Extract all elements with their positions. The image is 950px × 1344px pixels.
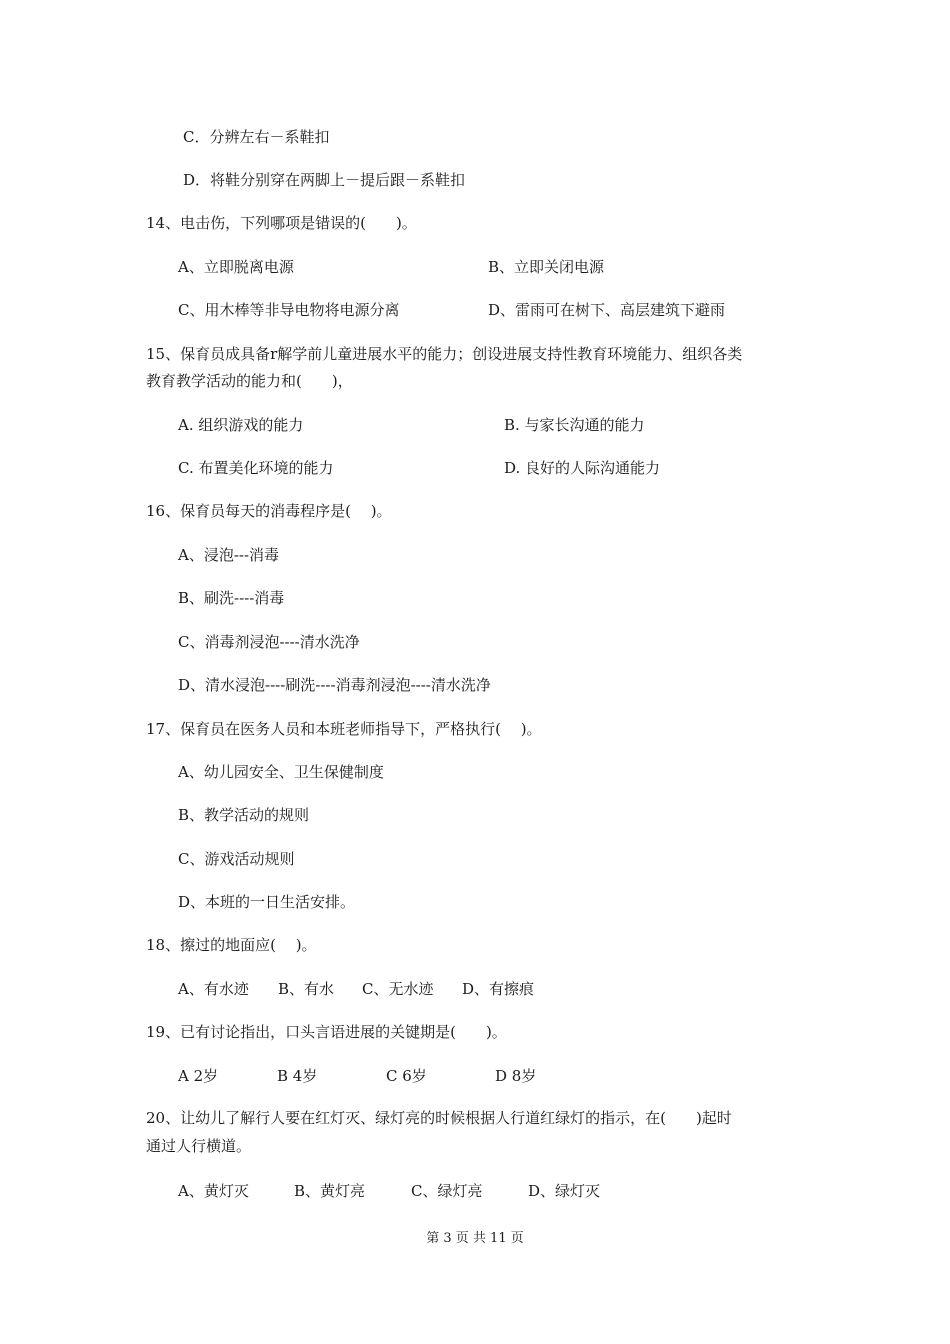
q20-option-c: C、绿灯亮 [411, 1182, 483, 1200]
q18-stem: 18、擦过的地面应( )。 [146, 936, 317, 954]
q16-option-c: C、消毒剂浸泡----清水洗净 [178, 633, 360, 651]
q15-option-a: A. 组织游戏的能力 [178, 416, 304, 434]
q17-option-c: C、游戏活动规则 [178, 850, 295, 868]
q20-option-d: D、绿灯灭 [528, 1182, 601, 1200]
q18-option-c: C、无水迹 [362, 980, 434, 998]
q14-option-d: D、雷雨可在树下、高层建筑下避雨 [488, 301, 726, 319]
q20-option-a: A、黄灯灭 [178, 1182, 249, 1200]
q14-option-b: B、立即关闭电源 [488, 258, 605, 276]
q13-option-c: C．分辨左右－系鞋扣 [183, 128, 330, 146]
q13-option-d: D．将鞋分别穿在两脚上－提后跟－系鞋扣 [183, 171, 466, 189]
q16-option-a: A、浸泡---消毒 [178, 546, 280, 564]
q16-option-d: D、清水浸泡----刷洗----消毒剂浸泡----清水洗净 [178, 676, 491, 694]
q20-stem-line2: 通过人行横道。 [146, 1137, 252, 1155]
q17-stem: 17、保育员在医务人员和本班老师指导下，严格执行( )。 [146, 720, 542, 738]
q19-stem: 19、已有讨论指出，口头言语进展的关键期是( )。 [146, 1023, 507, 1041]
q14-option-c: C、用木棒等非导电物将电源分离 [178, 301, 400, 319]
q16-stem: 16、保育员每天的消毒程序是( )。 [146, 502, 392, 520]
q15-stem-line2: 教育教学活动的能力和( )， [146, 372, 353, 390]
q18-option-b: B、有水 [278, 980, 335, 998]
q14-option-a: A、立即脱离电源 [178, 258, 294, 276]
q19-option-c: C 6岁 [386, 1067, 427, 1085]
q18-option-a: A、有水迹 [178, 980, 249, 998]
q19-option-a: A 2岁 [178, 1067, 219, 1085]
q15-stem-line1: 15、保育员成具备r解学前儿童进展水平的能力；创设进展支持性教育环境能力、组织各类 [146, 345, 743, 363]
page-footer: 第 3 页 共 11 页 [426, 1231, 524, 1246]
q20-stem-line1: 20、让幼儿了解行人要在红灯灭、绿灯亮的时候根据人行道红绿灯的指示，在( )起时 [146, 1109, 732, 1127]
q20-option-b: B、黄灯亮 [294, 1182, 366, 1200]
q16-option-b: B、刷洗----消毒 [178, 589, 285, 607]
q18-option-d: D、有擦痕 [462, 980, 535, 998]
q19-option-d: D 8岁 [495, 1067, 537, 1085]
q14-stem: 14、电击伤，下列哪项是错误的( )。 [146, 214, 417, 232]
q15-option-d: D. 良好的人际沟通能力 [504, 459, 661, 477]
q15-option-c: C. 布置美化环境的能力 [178, 459, 334, 477]
q17-option-b: B、教学活动的规则 [178, 806, 310, 824]
q17-option-d: D、本班的一日生活安排。 [178, 893, 356, 911]
q19-option-b: B 4岁 [277, 1067, 318, 1085]
q15-option-b: B. 与家长沟通的能力 [504, 416, 645, 434]
q17-option-a: A、幼儿园安全、卫生保健制度 [178, 763, 384, 781]
